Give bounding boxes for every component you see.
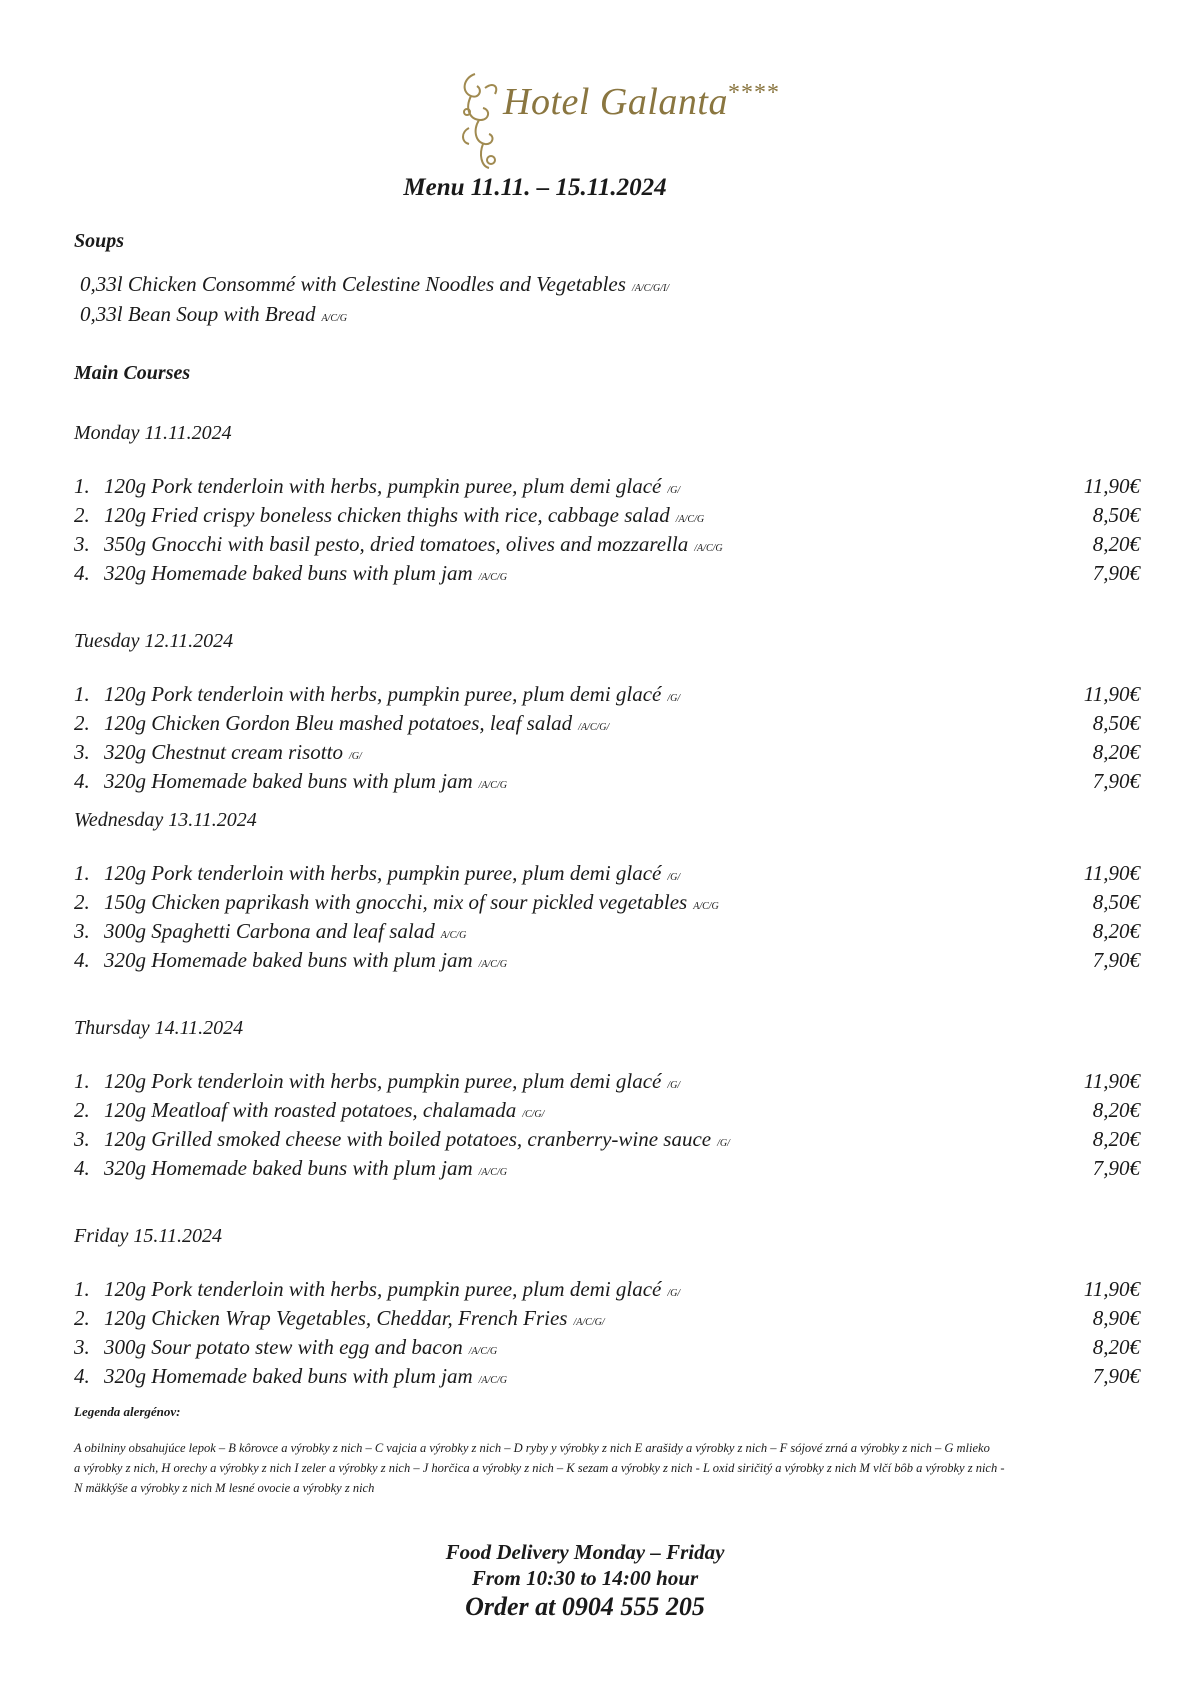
day-heading: Thursday 14.11.2024 bbox=[74, 1017, 244, 1039]
item-number: 3. bbox=[74, 532, 90, 556]
item-number: 1. bbox=[74, 474, 90, 498]
item-description: 150g Chicken paprikash with gnocchi, mix of sour pickled vegetables A/C/G bbox=[104, 890, 719, 914]
menu-item bbox=[74, 711, 1140, 738]
menu-item bbox=[74, 1277, 1140, 1304]
menu-item bbox=[74, 1069, 1140, 1096]
item-number: 4. bbox=[74, 769, 90, 793]
item-description: 320g Homemade baked buns with plum jam /A/C/G bbox=[104, 948, 507, 972]
menu-item bbox=[74, 1098, 1140, 1125]
item-description: 320g Homemade baked buns with plum jam /A/C/G bbox=[104, 561, 507, 585]
hotel-name: Hotel Galanta**** bbox=[503, 80, 780, 123]
item-allergens: /G/ bbox=[667, 1288, 681, 1299]
soups-heading: Soups bbox=[74, 230, 125, 252]
item-allergens: /G/ bbox=[667, 693, 681, 704]
item-number: 4. bbox=[74, 1364, 90, 1388]
item-price: 8,20€ bbox=[1092, 1335, 1140, 1359]
hotel-stars: **** bbox=[727, 80, 780, 106]
item-description: 120g Pork tenderloin with herbs, pumpkin puree, plum demi glacé /G/ bbox=[104, 861, 681, 885]
day-heading: Monday 11.11.2024 bbox=[74, 422, 232, 444]
item-number: 1. bbox=[74, 682, 90, 706]
item-number: 3. bbox=[74, 740, 90, 764]
menu-item bbox=[74, 769, 1140, 796]
item-number: 1. bbox=[74, 1277, 90, 1301]
menu-item bbox=[74, 532, 1140, 559]
menu-item bbox=[74, 1364, 1140, 1391]
legend-line: N mäkkýše a výrobky z nich M lesné ovocie a výrobky z nich bbox=[74, 1481, 375, 1495]
item-allergens: /A/C/G bbox=[468, 1346, 498, 1357]
menu-item bbox=[74, 561, 1140, 588]
item-description: 120g Pork tenderloin with herbs, pumpkin puree, plum demi glacé /G/ bbox=[104, 1069, 681, 1093]
item-number: 2. bbox=[74, 890, 90, 914]
item-description: 120g Chicken Gordon Bleu mashed potatoes, leaf salad /A/C/G/ bbox=[104, 711, 610, 735]
menu-item bbox=[74, 890, 1140, 917]
item-description: 320g Homemade baked buns with plum jam /A/C/G bbox=[104, 769, 507, 793]
item-price: 8,20€ bbox=[1092, 740, 1140, 764]
item-price: 8,90€ bbox=[1092, 1306, 1140, 1330]
menu-item bbox=[74, 948, 1140, 975]
item-description: 320g Chestnut cream risotto /G/ bbox=[104, 740, 362, 764]
item-allergens: /A/C/G bbox=[478, 1375, 507, 1386]
item-number: 1. bbox=[74, 1069, 90, 1093]
item-description: 120g Pork tenderloin with herbs, pumpkin puree, plum demi glacé /G/ bbox=[104, 682, 681, 706]
item-description: 120g Meatloaf with roasted potatoes, chalamada /C/G/ bbox=[104, 1098, 545, 1122]
menu-item bbox=[74, 1156, 1140, 1183]
item-allergens: A/C/G bbox=[440, 930, 467, 941]
menu-item bbox=[74, 919, 1140, 946]
item-number: 2. bbox=[74, 503, 90, 527]
item-description: 350g Gnocchi with basil pesto, dried tomatoes, olives and mozzarella /A/C/G bbox=[104, 532, 723, 556]
item-price: 11,90€ bbox=[1083, 1277, 1140, 1301]
soup-item: 0,33l Bean Soup with Bread A/C/G bbox=[80, 302, 348, 326]
item-price: 7,90€ bbox=[1092, 561, 1140, 585]
item-price: 11,90€ bbox=[1083, 1069, 1140, 1093]
item-number: 3. bbox=[74, 1335, 90, 1359]
footer-delivery-days: Food Delivery Monday – Friday bbox=[445, 1540, 725, 1564]
item-price: 8,20€ bbox=[1092, 1127, 1140, 1151]
item-number: 4. bbox=[74, 1156, 90, 1180]
item-price: 8,50€ bbox=[1092, 890, 1140, 914]
item-number: 3. bbox=[74, 919, 90, 943]
item-allergens: /G/ bbox=[667, 485, 681, 496]
item-allergens: /G/ bbox=[667, 1080, 681, 1091]
legend-line: a výrobky z nich, H orechy a výrobky z nich I zeler a výrobky z nich – J horčica a výrobky z nich – K sezam a výrobky z nich - L oxid siričitý a výrobky z nich M vlčí bôb a výrobky z nich - bbox=[74, 1461, 1005, 1475]
item-description: 120g Pork tenderloin with herbs, pumpkin puree, plum demi glacé /G/ bbox=[104, 1277, 681, 1301]
item-description: 120g Chicken Wrap Vegetables, Cheddar, French Fries /A/C/G/ bbox=[104, 1306, 605, 1330]
hotel-logo bbox=[455, 68, 795, 178]
item-price: 11,90€ bbox=[1083, 861, 1140, 885]
allergen-legend bbox=[74, 1438, 1144, 1498]
item-allergens: /G/ bbox=[348, 751, 362, 762]
item-price: 7,90€ bbox=[1092, 1364, 1140, 1388]
item-allergens: /A/C/G/ bbox=[578, 722, 610, 733]
menu-title: Menu 11.11. – 15.11.2024 bbox=[403, 174, 667, 201]
menu-item bbox=[74, 474, 1140, 501]
item-allergens: A/C/G bbox=[693, 901, 719, 912]
item-allergens: /A/C/G bbox=[478, 959, 507, 970]
menu-item bbox=[74, 740, 1140, 767]
item-description: 120g Pork tenderloin with herbs, pumpkin puree, plum demi glacé /G/ bbox=[104, 474, 681, 498]
legend-title: Legenda alergénov: bbox=[74, 1404, 181, 1419]
footer-order-phone: Order at 0904 555 205 bbox=[465, 1592, 705, 1621]
day-heading: Friday 15.11.2024 bbox=[74, 1225, 222, 1247]
item-price: 8,20€ bbox=[1092, 532, 1140, 556]
item-number: 4. bbox=[74, 561, 90, 585]
day-heading: Tuesday 12.11.2024 bbox=[74, 630, 234, 652]
item-number: 2. bbox=[74, 711, 90, 735]
item-allergens: /A/C/G bbox=[478, 1167, 507, 1178]
menu-item bbox=[74, 503, 1140, 530]
item-price: 11,90€ bbox=[1083, 682, 1140, 706]
item-price: 8,20€ bbox=[1092, 1098, 1140, 1122]
item-allergens: /G/ bbox=[717, 1138, 730, 1149]
item-allergens: /A/C/G bbox=[478, 780, 507, 791]
item-price: 7,90€ bbox=[1092, 769, 1140, 793]
item-allergens: /A/C/G bbox=[694, 543, 723, 554]
main-courses-heading: Main Courses bbox=[74, 362, 191, 384]
item-description: 300g Sour potato stew with egg and bacon /A/C/G bbox=[104, 1335, 498, 1359]
legend-line: A obilniny obsahujúce lepok – B kôrovce a výrobky z nich – C vajcia a výrobky z nich – D ryby y výrobky z nich E arašidy a výrobky z nich – F sójové zrná a výrobky z nich – G mlieko bbox=[74, 1441, 990, 1455]
item-price: 7,90€ bbox=[1092, 948, 1140, 972]
item-number: 1. bbox=[74, 861, 90, 885]
menu-item bbox=[74, 1335, 1140, 1362]
item-number: 2. bbox=[74, 1098, 90, 1122]
footer-delivery-hours: From 10:30 to 14:00 hour bbox=[471, 1566, 699, 1590]
item-allergens: /A/C/G/ bbox=[573, 1317, 605, 1328]
item-description: 120g Grilled smoked cheese with boiled potatoes, cranberry-wine sauce /G/ bbox=[104, 1127, 730, 1151]
item-price: 8,20€ bbox=[1092, 919, 1140, 943]
item-price: 8,50€ bbox=[1092, 503, 1140, 527]
item-number: 4. bbox=[74, 948, 90, 972]
item-allergens: /G/ bbox=[667, 872, 681, 883]
item-price: 7,90€ bbox=[1092, 1156, 1140, 1180]
item-price: 8,50€ bbox=[1092, 711, 1140, 735]
item-allergens: /A/C/G bbox=[675, 514, 705, 525]
menu-item bbox=[74, 682, 1140, 709]
day-heading: Wednesday 13.11.2024 bbox=[74, 809, 257, 831]
item-allergens: /C/G/ bbox=[522, 1109, 545, 1120]
menu-item bbox=[74, 861, 1140, 888]
menu-item bbox=[74, 1306, 1140, 1333]
item-description: 300g Spaghetti Carbona and leaf salad A/C/G bbox=[104, 919, 467, 943]
item-number: 2. bbox=[74, 1306, 90, 1330]
item-description: 320g Homemade baked buns with plum jam /A/C/G bbox=[104, 1364, 507, 1388]
soup-item: 0,33l Chicken Consommé with Celestine Noodles and Vegetables /A/C/G/I/ bbox=[80, 272, 670, 296]
menu-item bbox=[74, 1127, 1140, 1154]
item-allergens: /A/C/G bbox=[478, 572, 507, 583]
item-number: 3. bbox=[74, 1127, 90, 1151]
item-description: 320g Homemade baked buns with plum jam /A/C/G bbox=[104, 1156, 507, 1180]
item-price: 11,90€ bbox=[1083, 474, 1140, 498]
item-description: 120g Fried crispy boneless chicken thighs with rice, cabbage salad /A/C/G bbox=[104, 503, 705, 527]
